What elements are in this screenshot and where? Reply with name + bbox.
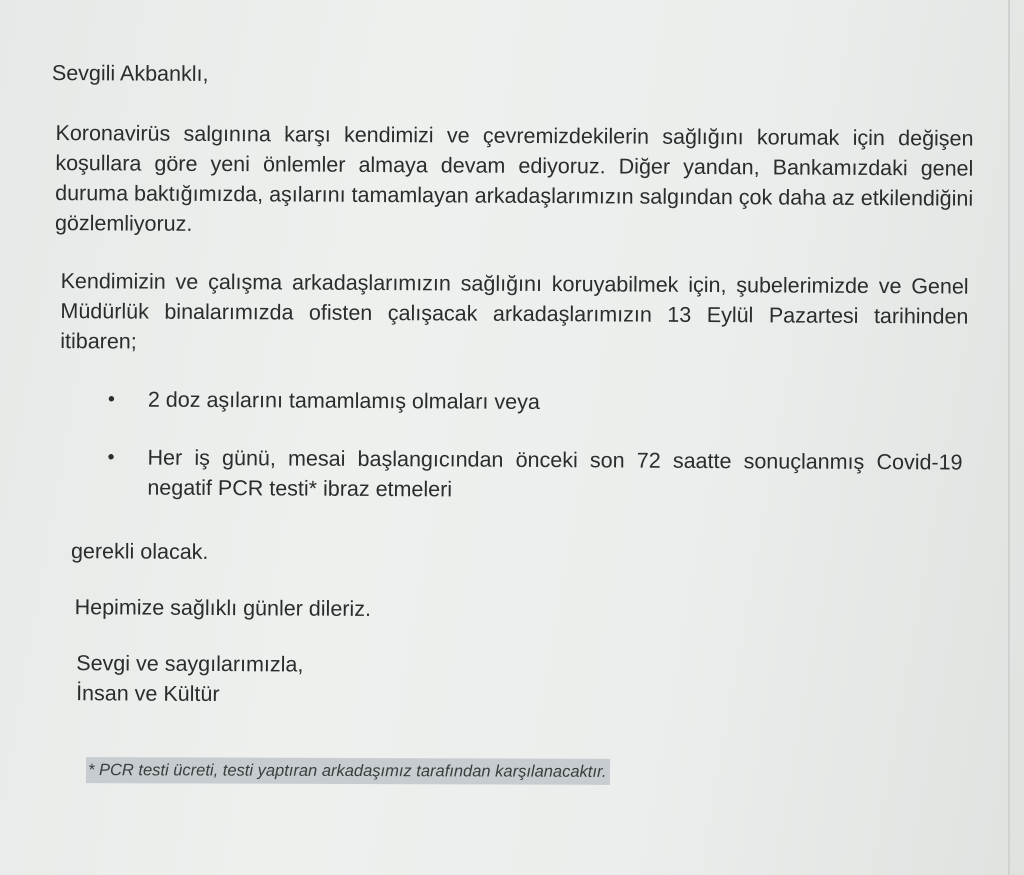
- greeting: Sevgili Akbanklı,: [51, 60, 209, 86]
- paragraph-2: Kendimizin ve çalışma arkadaşlarımızın sağlığını koruyabilmek için, şubelerimizde ve Genel Müdürlük binalarımızda ofisten çalışacak arkadaşlarımızın 13 Eylül Pazartesi tarihinden itibaren;: [60, 269, 969, 354]
- list-item: [49, 442, 962, 508]
- page-margin-line: [1008, 0, 1010, 875]
- signoff-line-1: Sevgi ve saygılarımızla,: [76, 651, 304, 677]
- required-line: gerekli olacak.: [70, 539, 209, 564]
- letter-body: [48, 58, 974, 714]
- wishes-line: Hepimize sağlıklı günler dileriz.: [74, 595, 372, 621]
- footnote: * PCR testi ücreti, testi yaptıran arkadaşımız tarafından karşılanacaktır.: [86, 757, 611, 785]
- requirements-list: [49, 384, 968, 508]
- signoff: [76, 648, 966, 713]
- list-item-text: 2 doz aşılarını tamamlamış olmaları veya: [147, 387, 540, 414]
- list-item: [50, 384, 963, 420]
- bullet-icon: •: [107, 446, 115, 469]
- signoff-line-2: İnsan ve Kültür: [76, 681, 220, 707]
- list-item-text: Her iş günü, mesai başlangıcından önceki son 72 saatte sonuçlanmış Covid-19 negatif PCR testi* ibraz etmeleri: [147, 445, 963, 502]
- bullet-icon: •: [107, 388, 115, 411]
- paragraph-1: Koronavirüs salgınına karşı kendimizi ve çevremizdekilerin sağlığını korumak için değişen koşullara göre yeni önlemler almaya devam ediyoruz. Diğer yandan, Bankamızdaki genel duruma baktığımızda, aşılarını tamamlayan arkadaşlarımızın salgından çok daha az etkilendiğini gözlemliyoruz.: [54, 121, 974, 236]
